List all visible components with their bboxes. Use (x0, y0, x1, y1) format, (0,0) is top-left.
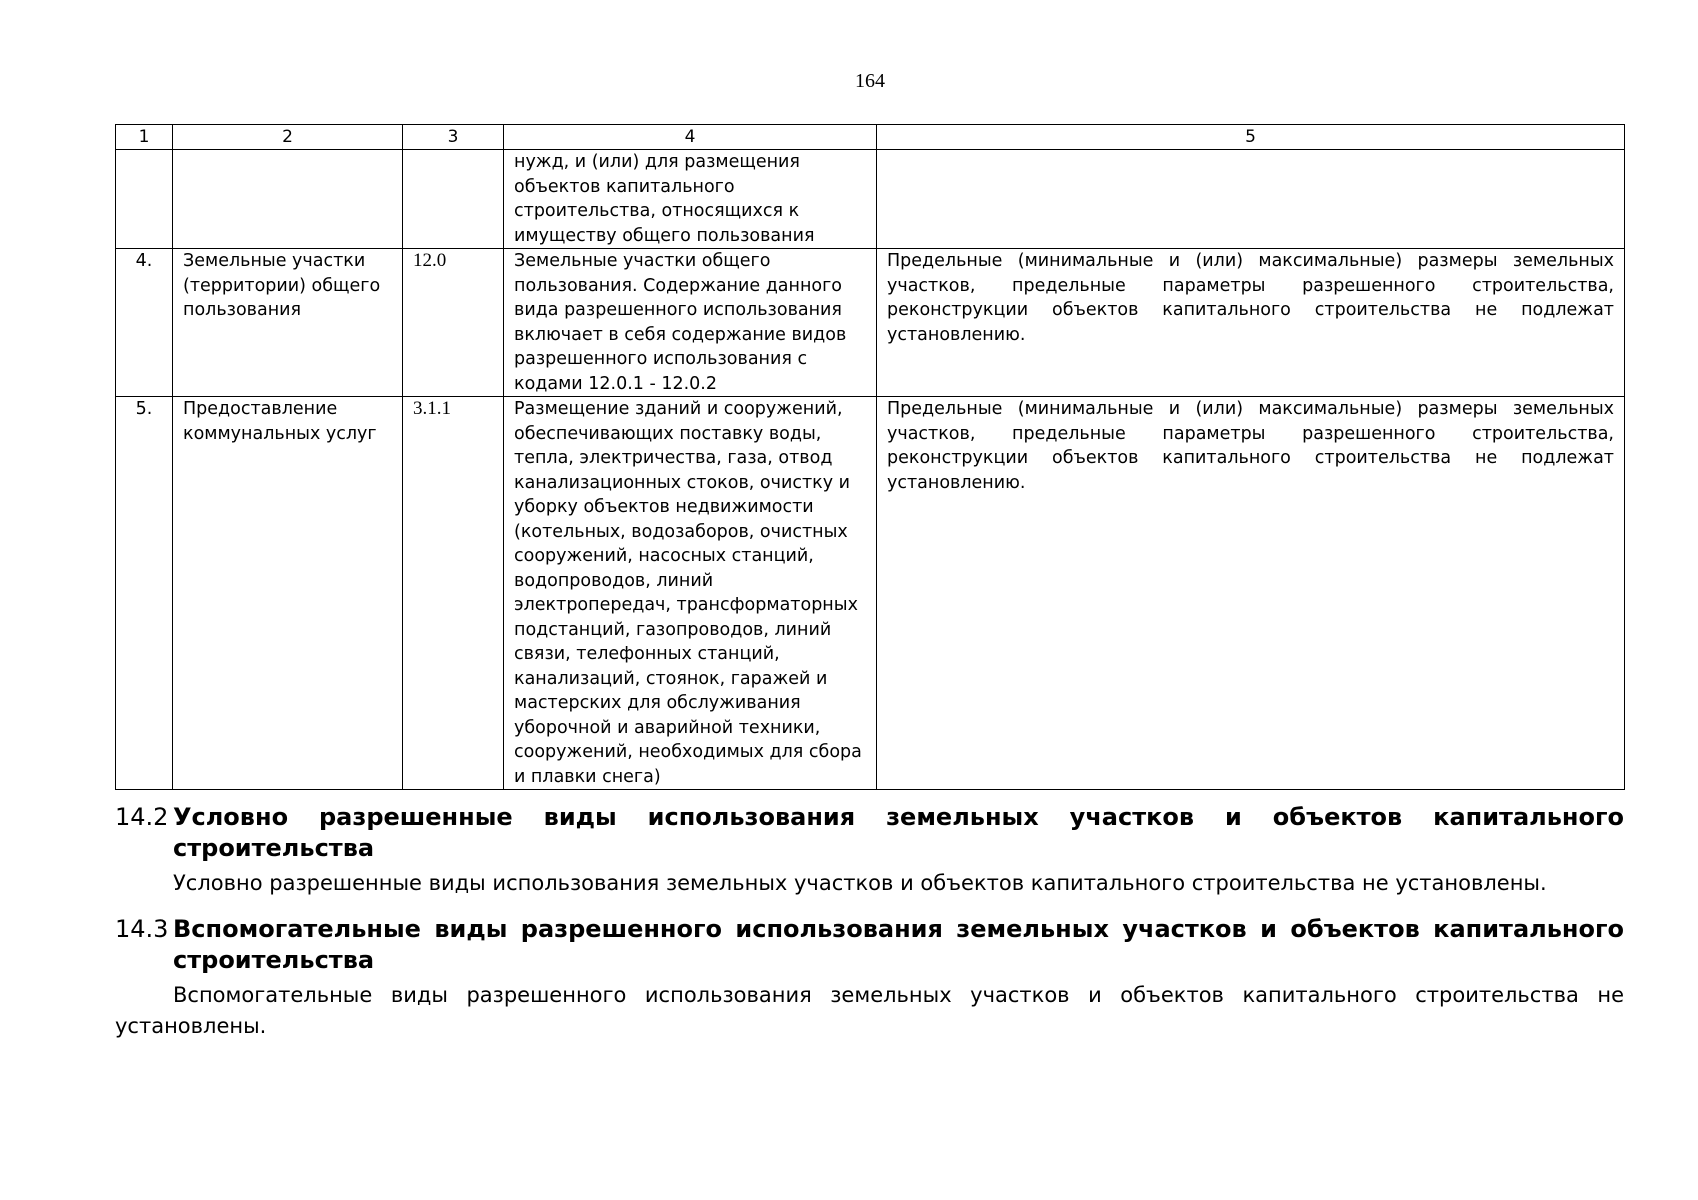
land-use-description: Земельные участки общего пользования. Содержание данного вида разрешенного использования включает в себя содержание видов разрешенного использования с кодами 12.0.1 - 12.0.2 (504, 249, 877, 397)
section-14-3 (115, 914, 1624, 1042)
land-use-parameters (877, 150, 1625, 249)
table-row (116, 249, 1625, 397)
land-use-code (403, 150, 504, 249)
row-number: 5. (116, 397, 173, 790)
land-use-table (115, 124, 1625, 790)
row-number (116, 150, 173, 249)
section-number: 14.3 (115, 915, 169, 943)
section-title: Вспомогательные виды разрешенного использования земельных участков и объектов капитального строительства (173, 915, 1624, 974)
table-row (116, 150, 1625, 249)
column-header: 5 (877, 125, 1625, 150)
section-body: Вспомогательные виды разрешенного использования земельных участков и объектов капитального строительства не установлены. (115, 983, 1624, 1038)
land-use-name (173, 150, 403, 249)
column-header: 2 (173, 125, 403, 150)
land-use-description: нужд, и (или) для размещения объектов капитального строительства, относящихся к имуществу общего пользования (504, 150, 877, 249)
land-use-description: Размещение зданий и сооружений, обеспечивающих поставку воды, тепла, электричества, газа, отвод канализационных стоков, очистку и уборку объектов недвижимости (котельных, водозаборов, очистных сооружений, насосных станций, водопроводов, линий электропередач, трансформаторных подстанций, газопроводов, линий связи, телефонных станций, канализаций, стоянок, гаражей и мастерских для обслуживания уборочной и аварийной техники, сооружений, необходимых для сбора и плавки снега) (504, 397, 877, 790)
column-header: 3 (403, 125, 504, 150)
section-body: Условно разрешенные виды использования земельных участков и объектов капитального строительства не установлены. (173, 871, 1547, 895)
page-number: 164 (855, 70, 885, 92)
land-use-code: 12.0 (403, 249, 504, 397)
section-14-2 (115, 802, 1624, 899)
section-number: 14.2 (115, 803, 169, 831)
table-row (116, 397, 1625, 790)
section-title: Условно разрешенные виды использования земельных участков и объектов капитального строительства (173, 803, 1624, 862)
land-use-name: Предоставление коммунальных услуг (173, 397, 403, 790)
table-header-row (116, 125, 1625, 150)
column-header: 1 (116, 125, 173, 150)
land-use-parameters: Предельные (минимальные и (или) максимальные) размеры земельных участков, предельные параметры разрешенного строительства, реконструкции объектов капитального строительства не подлежат установлению. (877, 397, 1625, 790)
land-use-name: Земельные участки (территории) общего пользования (173, 249, 403, 397)
column-header: 4 (504, 125, 877, 150)
row-number: 4. (116, 249, 173, 397)
land-use-parameters: Предельные (минимальные и (или) максимальные) размеры земельных участков, предельные параметры разрешенного строительства, реконструкции объектов капитального строительства не подлежат установлению. (877, 249, 1625, 397)
land-use-code: 3.1.1 (403, 397, 504, 790)
